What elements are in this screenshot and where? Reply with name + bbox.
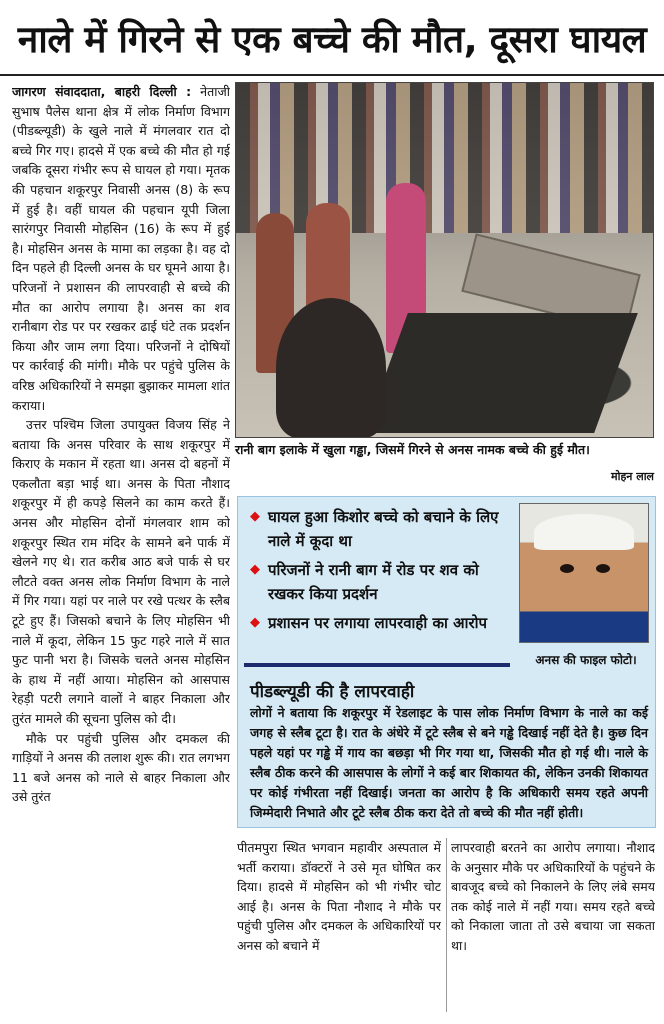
article-right-column: लापरवाही बरतने का आरोप लगाया। नौशाद के अनुसार मौके पर अधिकारियों के पहुंचने के बावजूद बच्चे को निकालने के लिए लंबे समय तक कोई नाले में नहीं गया। समय रहते बच्चे को निकाला जाता तो उसे बचाया जा सकता था। <box>451 840 655 953</box>
article-left-column <box>12 82 230 1012</box>
photo-credit: मोहन लाल <box>611 470 654 483</box>
file-photo-cap <box>534 514 634 550</box>
highlight-item <box>250 505 502 553</box>
sidebar-body: लोगों ने बताया कि शकूरपुर में रेडलाइट के पास लोक निर्माण विभाग के नाले का कई जगह से स्लैब टूटा है। रात के अंधेरे में टूटे स्लैब से बने गड्ढे दिखाई नहीं देते है। कुछ दिन पहले यहां पर गड्ढे में गाय का बछड़ा भी गिर गया था, जिसकी मौत हो गई थी। नाले के स्लैब ठीक करने की आसपास के लोगों ने कई बार शिकायत की, लेकिन उनकी शिकायत पर कोई गंभीरता नहीं दिखाई। जनता का आरोप है कि अधिकारी समय रहते अपनी जिम्मेदारी निभाते और टूटे स्लैब ठीक करा देते तो बच्चे की मौत नहीं होती। <box>250 705 648 820</box>
highlight-text: परिजनों ने रानी बाग में रोड पर शव को रखकर किया प्रदर्शन <box>268 561 479 603</box>
sidebar-heading: पीडब्ल्यूडी की है लापरवाही <box>250 682 415 702</box>
file-photo-eye <box>596 564 610 573</box>
highlight-text: घायल हुआ किशोर बच्चे को बचाने के लिए नाले में कूदा था <box>268 508 499 550</box>
highlight-item <box>250 558 502 606</box>
diamond-bullet-icon: ◆ <box>250 509 260 524</box>
byline: जागरण संवाददाता, बाहरी दिल्ली : <box>12 84 192 99</box>
article-mid-column: पीतमपुरा स्थित भगवान महावीर अस्पताल में भर्ती कराया। डॉक्टरों ने उसे मृत घोषित कर दिया। हादसे में मोहसिन को भी गंभीर चोट आई है। अनस के पिता नौशाद ने मौके पर पहुंची पुलिस और दमकल के अधिकारियों पर अनस को बचाने में <box>237 840 441 953</box>
highlight-box <box>237 496 656 828</box>
article-para-1 <box>12 82 230 415</box>
article-para-1-text: नेताजी सुभाष पैलेस थाना क्षेत्र में लोक निर्माण विभाग (पीडब्ल्यूडी) के खुले नाले में मंगलवार रात दो बच्चे गिर गए। हादसे में एक बच्चे की मौत हो गई जबकि दूसरा गंभीर रूप से घायल हो गया। मृतक की पहचान शकूरपुर निवासी अनस (8) के रूप में हुई है। वहीं घायल की पहचान यूपी जिला सारंगपुर निवासी मोहसिन (16) के रूप में हुई है। मोहसिन अनस के मामा का लड़का है। वह दो दिन पहले ही दिल्ली अनस के घर घूमने आया है। परिजनों ने प्रशासन की लापरवाही से बच्चे की मौत का आरोप लगाया है। अनस का शव रानीबाग रोड पर पर रखकर ढाई घंटे तक प्रदर्शन किया और जाम लगा दिया। परिजनों ने दोषियों पर कार्रवाई की मांगी। मौके पर पहुंचे पुलिस के वरिष्ठ अधिकारियों ने समझा बुझाकर मामला शांत कराया। <box>12 84 230 413</box>
highlight-list <box>250 505 502 640</box>
photo-caption: रानी बाग इलाके में खुला गड्ढा, जिसमें गिरने से अनस नामक बच्चे की हुई मौत। <box>235 442 590 457</box>
highlight-text: प्रशासन पर लगाया लापरवाही का आरोप <box>268 614 487 632</box>
file-photo-caption: अनस की फाइल फोटो। <box>535 653 637 667</box>
article-para-3: मौके पर पहुंची पुलिस और दमकल की गाड़ियों ने अनस की तलाश शुरू की। रात लगभग 11 बजे अनस को नाले से बाहर निकाला और उसे तुरंत <box>12 730 230 805</box>
photo-crowd <box>236 83 653 233</box>
photo-open-drain <box>364 313 638 433</box>
photo-child-head <box>276 298 386 438</box>
highlight-item <box>250 611 502 635</box>
file-photo-eye <box>560 564 574 573</box>
diamond-bullet-icon: ◆ <box>250 562 260 577</box>
diamond-bullet-icon: ◆ <box>250 615 260 630</box>
news-photo <box>235 82 654 438</box>
divider <box>244 663 510 667</box>
headline: नाले में गिरने से एक बच्चे की मौत, दूसरा घायल <box>0 0 664 76</box>
file-photo <box>519 503 649 643</box>
column-rule <box>446 838 447 1012</box>
article-para-2: उत्तर पश्चिम जिला उपायुक्त विजय सिंह ने बताया कि अनस परिवार के साथ शकूरपुर में किराए के मकान में रहता था। अनस दो बहनों में एकलौता बड़ा भाई था। अनस के पिता नौशाद शकूरपुर में ही कपड़े सिलने का काम करते हैं। अनस और मोहसिन दोनों मंगलवार शाम को शकूरपुर स्थित राम मंदिर के सामने बने पार्क में खेलने गए थे। रात करीब आठ बजे पार्क से घर लौटते वक्त अनस लोक निर्माण विभाग के नाले में गिर गया। यहां पर नाले पर रखे पत्थर के स्लैब टूटे हुए हैं। जिसको बचाने के लिए मोहसिन भी नाले में कूदा, लेकिन 15 फुट गहरे नाले में सात फुट पानी भरा है। जिसके चलते अनस मोहसिन के हाथ में नहीं आया। मोहसिन को आसपास रेहड़ी पटरी लगाने वालों ने बाहर निकाला और तुरंत मामले की सूचना पुलिस को दी। <box>12 417 230 726</box>
